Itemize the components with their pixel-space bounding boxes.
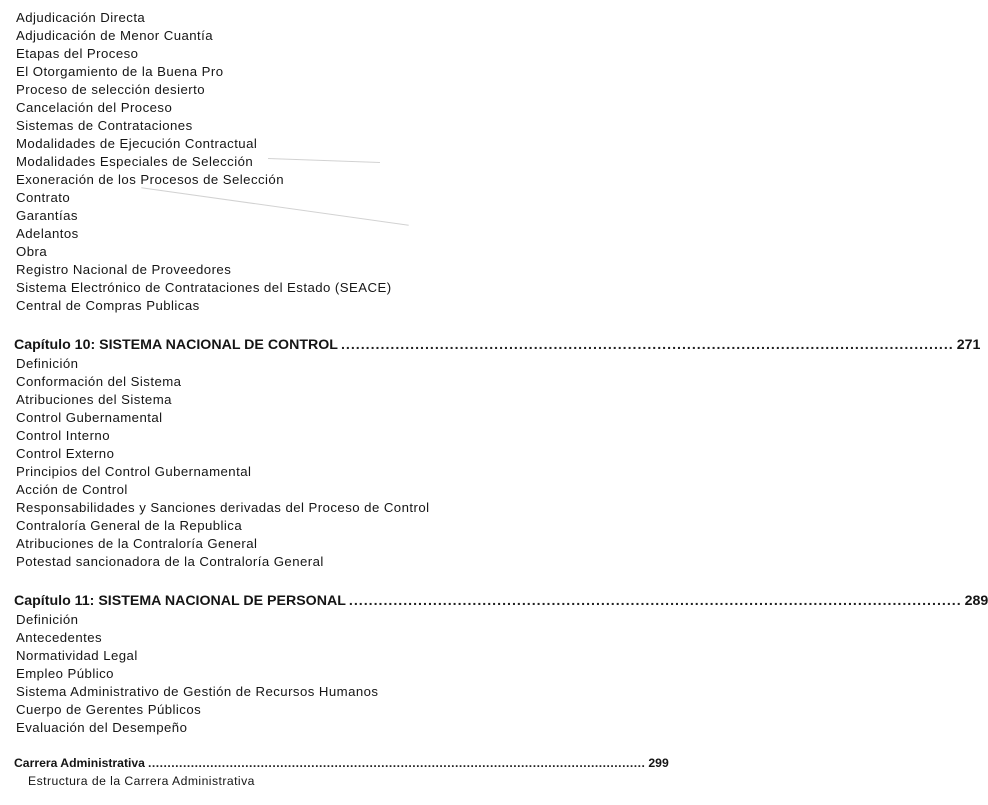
toc-item: Atribuciones del Sistema — [16, 392, 172, 407]
toc-item: Acción de Control — [16, 482, 128, 497]
chapter-title: Capítulo 10: SISTEMA NACIONAL DE CONTROL — [14, 337, 338, 353]
toc-item: Central de Compras Publicas — [16, 298, 200, 313]
toc-item: Modalidades Especiales de Selección — [16, 154, 254, 169]
toc-item: Cuerpo de Gerentes Públicos — [16, 702, 202, 717]
dot-leader: ............................................................................................................................ — [348, 593, 962, 609]
scan-streak — [268, 158, 380, 163]
toc-item: Definición — [16, 356, 79, 371]
toc-item: Control Interno — [16, 428, 110, 443]
toc-item: Sistemas de Contrataciones — [16, 118, 193, 133]
chapter-title: Capítulo 11: SISTEMA NACIONAL DE PERSONAL — [14, 593, 346, 609]
section-heading — [14, 755, 669, 771]
toc-item: Potestad sancionadora de la Contraloría General — [16, 554, 324, 569]
toc-item: Responsabilidades y Sanciones derivadas del Proceso de Control — [16, 500, 430, 515]
dot-leader: ................................................................................................................................ — [147, 756, 646, 770]
toc-item: Empleo Público — [16, 666, 114, 681]
toc-item: Sistema Administrativo de Gestión de Recursos Humanos — [16, 684, 379, 699]
section-page-number: 299 — [648, 756, 669, 770]
toc-item: Principios del Control Gubernamental — [16, 464, 252, 479]
toc-item: Proceso de selección desierto — [16, 82, 205, 97]
toc-item: Adjudicación Directa — [16, 10, 146, 25]
toc-item: Normatividad Legal — [16, 648, 138, 663]
toc-item: Modalidades de Ejecución Contractual — [16, 136, 258, 151]
toc-item: Cancelación del Proceso — [16, 100, 173, 115]
toc-item: Exoneración de los Procesos de Selección — [16, 172, 284, 187]
toc-item: Registro Nacional de Proveedores — [16, 262, 232, 277]
section-title: Carrera Administrativa — [14, 756, 145, 770]
toc-item: Garantías — [16, 208, 78, 223]
chapter-10-heading — [14, 336, 981, 354]
toc-item: Atribuciones de la Contraloría General — [16, 536, 258, 551]
toc-item: Contrato — [16, 190, 71, 205]
toc-item: Sistema Electrónico de Contrataciones del Estado (SEACE) — [16, 280, 392, 295]
toc-item: Definición — [16, 612, 79, 627]
toc-item: Antecedentes — [16, 630, 103, 645]
toc-item: Contraloría General de la Republica — [16, 518, 243, 533]
toc-item: El Otorgamiento de la Buena Pro — [16, 64, 224, 79]
toc-item: Etapas del Proceso — [16, 46, 139, 61]
toc-item: Control Externo — [16, 446, 115, 461]
toc-item: Control Gubernamental — [16, 410, 163, 425]
chapter-page-number: 271 — [956, 337, 981, 353]
toc-item: Adelantos — [16, 226, 79, 241]
toc-item: Conformación del Sistema — [16, 374, 182, 389]
toc-subitem: Estructura de la Carrera Administrativa — [28, 774, 255, 788]
toc-item: Adjudicación de Menor Cuantía — [16, 28, 214, 43]
toc-item: Evaluación del Desempeño — [16, 720, 188, 735]
toc-item: Obra — [16, 244, 48, 259]
chapter-11-heading — [14, 592, 988, 610]
dot-leader: ............................................................................................................................ — [340, 337, 954, 353]
scan-streak — [141, 187, 409, 226]
chapter-page-number: 289 — [964, 593, 988, 609]
